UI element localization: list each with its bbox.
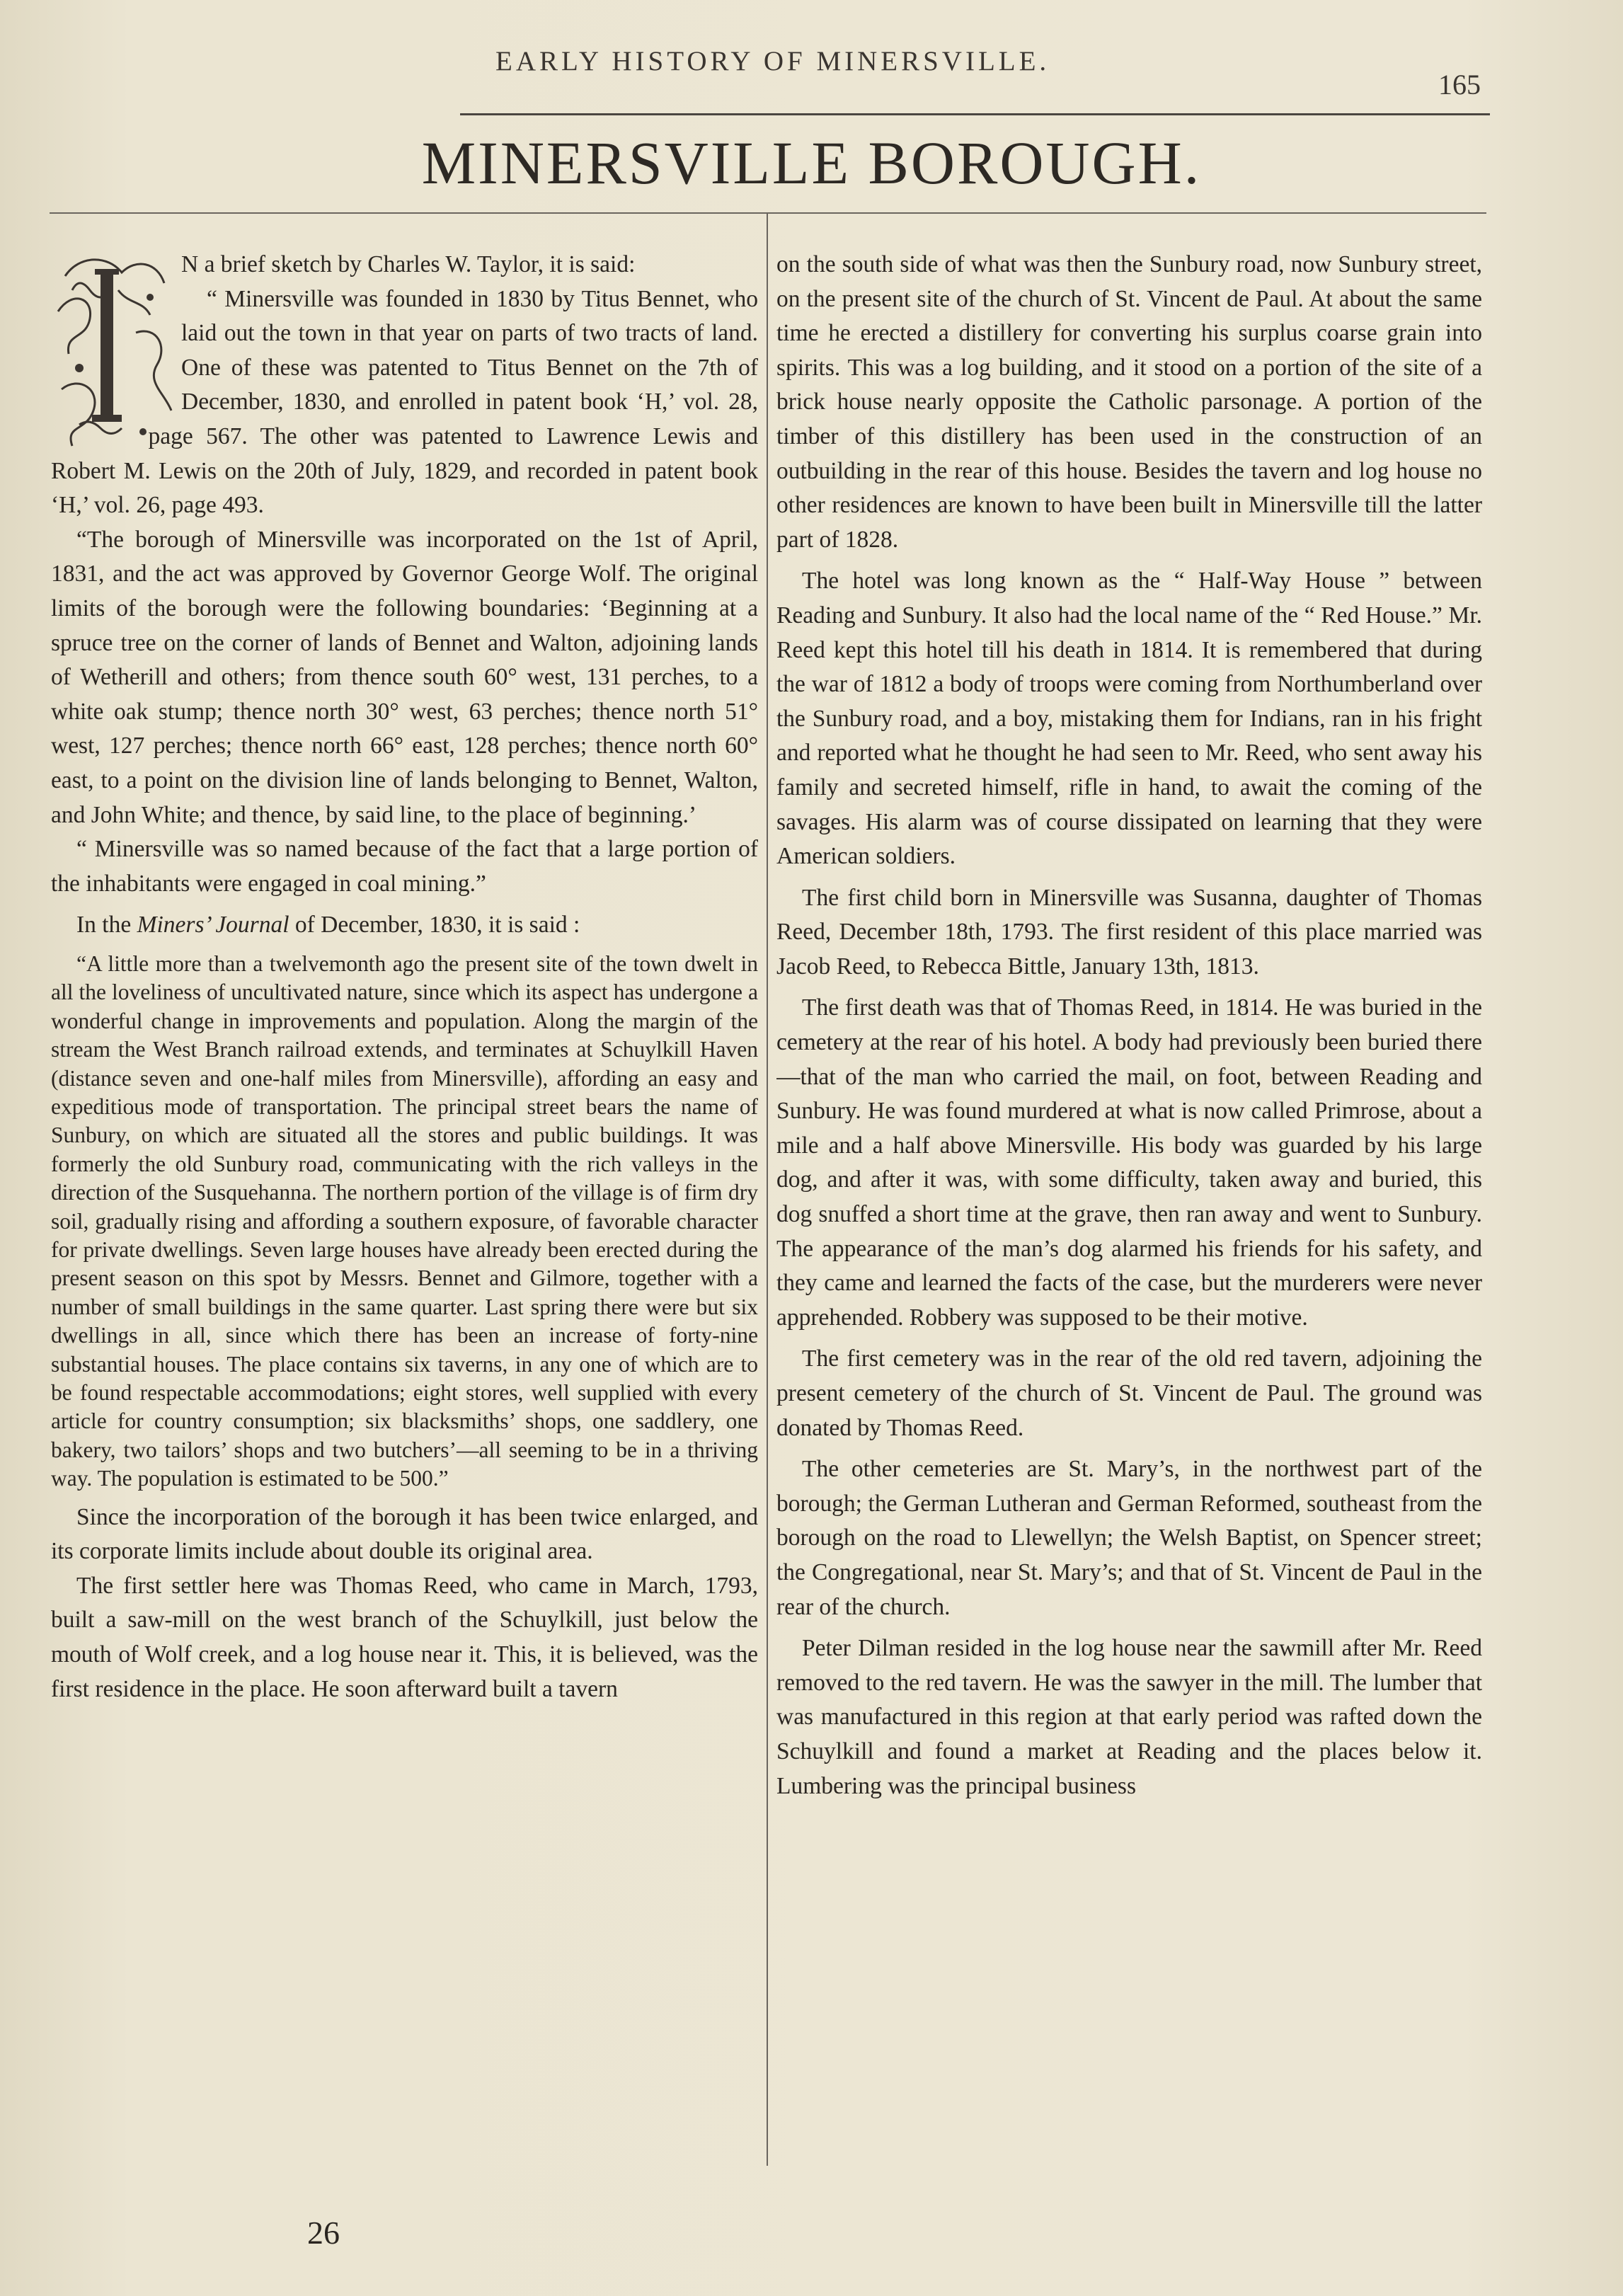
title-rule — [50, 212, 1486, 214]
left-paragraph-4: “ Minersville was so named because of the fact that a large portion of the inhabitants were engaged in coal mining.” — [51, 836, 758, 897]
right-paragraph-5: The first cemetery was in the rear of the old red tavern, adjoining the present cemetery of the church of St. Vincent de Paul. The ground was donated by Thomas Reed. — [776, 1345, 1482, 1441]
right-paragraph-2: The hotel was long known as the “ Half-Way House ” between Reading and Sunbury. It also had the local name of the “ Red House.” Mr. Reed kept this hotel till his death in 1814. It is remembered that during the war of 1812 a body of troops were coming from Northumberland over the Sunbury road, and a boy, mistaking them for Indians, ran in his fright and reported what he thought he had seen to Mr. Reed, who sent away his family and secreted himself, rifle in hand, to await the coming of the savages. His alarm was of course dissipated on learning that they were American soldiers. — [776, 568, 1482, 870]
column-divider — [767, 212, 768, 2166]
right-paragraph-7: Peter Dilman resided in the log house near the sawmill after Mr. Reed removed to the red tavern. He was the sawyer in the mill. The lumber that was manufactured in this region at that early period was rafted down the Schuylkill and found a market at Reading and the places below it. Lumbering was the principal business — [776, 1635, 1482, 1799]
right-paragraph-3: The first child born in Minersville was Susanna, daughter of Thomas Reed, December 18th, 1793. The first resident of this place married was Jacob Reed, to Rebecca Bittle, January 13th, 1813. — [776, 884, 1482, 980]
right-paragraph-4: The first death was that of Thomas Reed, in 1814. He was buried in the cemetery at the rear of his hotel. A body had previously been buried there—that of the man who carried the mail, on foot, between Reading and Sunbury. He was found murdered at what is now called Primrose, about a mile and a half above Minersville. His body was guarded by his large dog, and after it was, with some difficulty, taken away and buried, this dog snuffed a short time at the grave, then ran away and went to Sunbury. The appearance of the man’s dog alarmed his friends for his safety, and they came and learned the facts of the case, but the murderers were never apprehended. Robbery was supposed to be their motive. — [776, 994, 1482, 1331]
running-head: EARLY HISTORY OF MINERSVILLE. — [495, 46, 1050, 76]
left-paragraph-3: “The borough of Minersville was incorporated on the 1st of April, 1831, and the act was approved by Governor George Wolf. The original limits of the borough were the following boundaries: ‘Beginning at a spruce tree on the corner of lands of Bennet and Walton, adjoining lands of Wetherill and others; from thence south 60° west, 131 perches, to a white oak stump; thence north 30° west, 63 perches; thence north 51° west, 127 perches; thence north 66° east, 128 perches; thence north 60° east, to a point on the division line of lands belonging to Bennet, Walton, and John White; and thence, by said line, to the place of beginning.’ — [51, 526, 758, 828]
left-paragraph-8: The first settler here was Thomas Reed, who came in March, 1793, built a saw-mill on the west branch of the Schuylkill, just below the mouth of Wolf creek, and a log house near it. This, it is believed, was the first residence in the place. He soon afterward built a tavern — [51, 1572, 758, 1702]
journal-intro-suffix: of December, 1830, it is said : — [289, 912, 580, 939]
page-number: 165 — [1438, 69, 1481, 101]
right-paragraph-6: The other cemeteries are St. Mary’s, in the northwest part of the borough; the German Lutheran and German Reformed, southeast from the borough on the road to Llewellyn; the Welsh Baptist, on Spencer street; the Congregational, near St. Mary’s; and that of St. Vincent de Paul in the rear of the church. — [776, 1456, 1482, 1620]
journal-quotation: “A little more than a twelvemonth ago the present site of the town dwelt in all the loveliness of uncultivated nature, since which its aspect has undergone a wonderful change in improvements and population. Along the margin of the stream the West Branch railroad extends, and terminates at Schuylkill Haven (distance seven and one-half miles from Minersville), affording an easy and expeditious mode of transportation. The principal street bears the name of Sunbury, on which are situated all the stores and public buildings. It was formerly the old Sunbury road, communicating with the rich valleys in the direction of the Susquehanna. The northern portion of the village is of firm dry soil, gradually rising and affording a southern exposure, of favorable character for private dwellings. Seven large houses have already been erected during the present season on this spot by Messrs. Bennet and Gilmore, together with a number of small buildings in the same quarter. Last spring there were but six dwellings in all, since which there has been an increase of forty-nine substantial houses. The place contains six taverns, in any one of which are to be found respectable accommodations; eight stores, well supplied with every article for country consumption; six blacksmiths’ shops, one saddlery, one bakery, two tailors’ shops and two butchers’—all seeming to be in a thriving way. The population is estimated to be 500.” — [51, 951, 758, 1491]
journal-title: Miners’ Journal — [137, 912, 289, 939]
left-paragraph-5 — [51, 908, 758, 943]
right-paragraph-1: on the south side of what was then the Sunbury road, now Sunbury street, on the present site of the church of St. Vincent de Paul. At about the same time he erected a distillery for converting his surplus coarse grain into spirits. This was a log building, and it stood on a portion of the site of a brick house nearly opposite the Catholic parsonage. A portion of the timber of this distillery has been used in the construction of an outbuilding in the rear of this house. Besides the tavern and log house no other residences are known to have been built in Minersville till the latter part of 1828. — [776, 251, 1482, 553]
signature-mark: 26 — [307, 2215, 340, 2251]
left-paragraph-2: “ Minersville was founded in 1830 by Titus Bennet, who laid out the town in that year on parts of two tracts of land. One of these was patented to Titus Bennet on the 7th of December, 1830, and enrolled in patent book ‘H,’ vol. 28, page 567. The other was patented to Lawrence Lewis and Robert M. Lewis on the 20th of July, 1829, and recorded in patent book ‘H,’ vol. 26, page 493. — [51, 285, 758, 519]
journal-intro-prefix: In the — [76, 912, 137, 939]
right-column — [776, 248, 1482, 2174]
header-rule — [460, 113, 1490, 115]
left-column — [51, 248, 758, 2174]
left-paragraph-1: N a brief sketch by Charles W. Taylor, it is said: — [181, 251, 636, 277]
left-paragraph-7: Since the incorporation of the borough it has been twice enlarged, and its corporate limits include about double its original area. — [51, 1503, 758, 1565]
page-title: MINERSVILLE BOROUGH. — [421, 129, 1202, 197]
